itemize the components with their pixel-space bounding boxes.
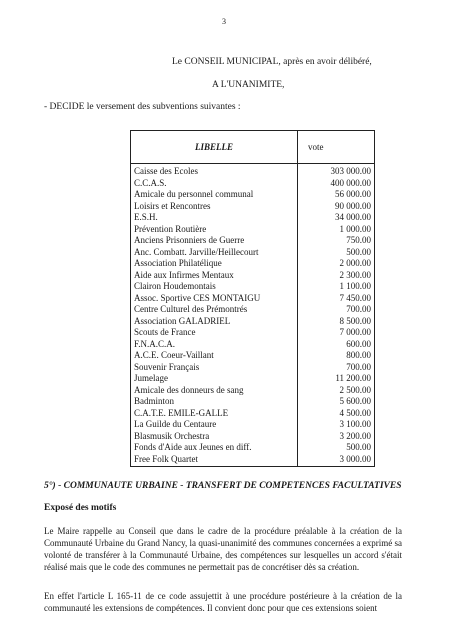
row-amount: 2 500.00 [298,385,375,397]
table-row [131,316,375,328]
paragraph-1: Le Maire rappelle au Conseil que dans le cadre de la procédure préalable à la création de la Communauté Urbaine du Grand Nancy, la quasi-unanimité des communes concernées a exprimé sa volonté de transférer à la Communauté Urbaine, des compétences sur lesquelles un accord s'était réalisé mais que le code des communes ne permettait pas de concrétiser dès sa création. [44,526,402,572]
table-row [131,373,375,385]
table-row [131,212,375,224]
row-amount: 8 500.00 [298,316,375,328]
table-row [131,178,375,190]
row-amount: 303 000.00 [298,164,375,178]
row-amount: 2 000.00 [298,258,375,270]
row-label: Association Philatélique [131,258,298,270]
table-row [131,442,375,454]
row-amount: 3 100.00 [298,419,375,431]
table-row [131,304,375,316]
row-label: Amicale du personnel communal [131,189,298,201]
table-row [131,270,375,282]
table-row [131,293,375,305]
row-label: Blasmusik Orchestra [131,431,298,443]
row-label: Centre Culturel des Prémontrés [131,304,298,316]
table-row [131,362,375,374]
row-amount: 700.00 [298,304,375,316]
row-label: Badminton [131,396,298,408]
table-row [131,419,375,431]
row-label: Anc. Combatt. Jarville/Heillecourt [131,247,298,259]
table-body [131,164,375,467]
column-header-vote: vote [298,131,375,164]
row-label: Amicale des donneurs de sang [131,385,298,397]
row-label: Aide aux Infirmes Mentaux [131,270,298,282]
row-label: C.C.A.S. [131,178,298,190]
row-amount: 34 000.00 [298,212,375,224]
row-label: Loisirs et Rencontres [131,201,298,213]
row-label: Souvenir Français [131,362,298,374]
row-label: La Guilde du Centaure [131,419,298,431]
row-amount: 2 300.00 [298,270,375,282]
table-row [131,201,375,213]
row-amount: 90 000.00 [298,201,375,213]
table-row [131,281,375,293]
table-row [131,454,375,467]
table-row [131,235,375,247]
row-label: Jumelage [131,373,298,385]
row-label: Caisse des Ecoles [131,164,298,178]
row-label: Assoc. Sportive CES MONTAIGU [131,293,298,305]
row-amount: 500.00 [298,247,375,259]
row-label: Free Folk Quartet [131,454,298,467]
column-header-libelle: LIBELLE [131,131,298,164]
row-label: Anciens Prisonniers de Guerre [131,235,298,247]
decision-statement: - DECIDE le versement des subventions suivantes : [44,102,241,112]
table-row [131,189,375,201]
row-label: E.S.H. [131,212,298,224]
row-label: Association GALADRIEL [131,316,298,328]
table-row [131,258,375,270]
row-amount: 750.00 [298,235,375,247]
row-label: A.C.E. Coeur-Vaillant [131,350,298,362]
subsidies-table [130,130,375,467]
council-statement: Le CONSEIL MUNICIPAL, après en avoir délibéré, [172,57,372,67]
row-amount: 1 000.00 [298,224,375,236]
page-number: 3 [222,17,226,26]
section-title: 5°) - COMMUNAUTE URBAINE - TRANSFERT DE COMPETENCES FACULTATIVES [44,481,402,491]
row-amount: 1 100.00 [298,281,375,293]
row-amount: 400 000.00 [298,178,375,190]
table-row [131,350,375,362]
unanimity-statement: A L'UNANIMITE, [212,80,285,90]
row-amount: 4 500.00 [298,408,375,420]
table-row [131,385,375,397]
row-label: Fonds d'Aide aux Jeunes en diff. [131,442,298,454]
row-amount: 500.00 [298,442,375,454]
row-label: C.A.T.E. EMILE-GALLE [131,408,298,420]
table-row [131,327,375,339]
row-label: Clairon Houdemontais [131,281,298,293]
table-row [131,224,375,236]
row-amount: 3 200.00 [298,431,375,443]
section-subtitle: Exposé des motifs [44,503,117,513]
row-amount: 7 000.00 [298,327,375,339]
row-amount: 56 000.00 [298,189,375,201]
table-row [131,408,375,420]
table-header-row [131,131,375,164]
row-amount: 700.00 [298,362,375,374]
table-row [131,247,375,259]
row-label: F.N.A.C.A. [131,339,298,351]
row-amount: 3 000.00 [298,454,375,467]
row-amount: 7 450.00 [298,293,375,305]
row-label: Scouts de France [131,327,298,339]
row-amount: 5 600.00 [298,396,375,408]
paragraph-2: En effet l'article L 165-11 de ce code assujettit à une procédure postérieure à la création de la communauté les extensions de compétences. Il convient donc pour que ces extensions soient [44,591,402,613]
table-row [131,431,375,443]
row-label: Prévention Routière [131,224,298,236]
row-amount: 11 200.00 [298,373,375,385]
table-row [131,164,375,178]
table-row [131,396,375,408]
row-amount: 600.00 [298,339,375,351]
table-row [131,339,375,351]
row-amount: 800.00 [298,350,375,362]
